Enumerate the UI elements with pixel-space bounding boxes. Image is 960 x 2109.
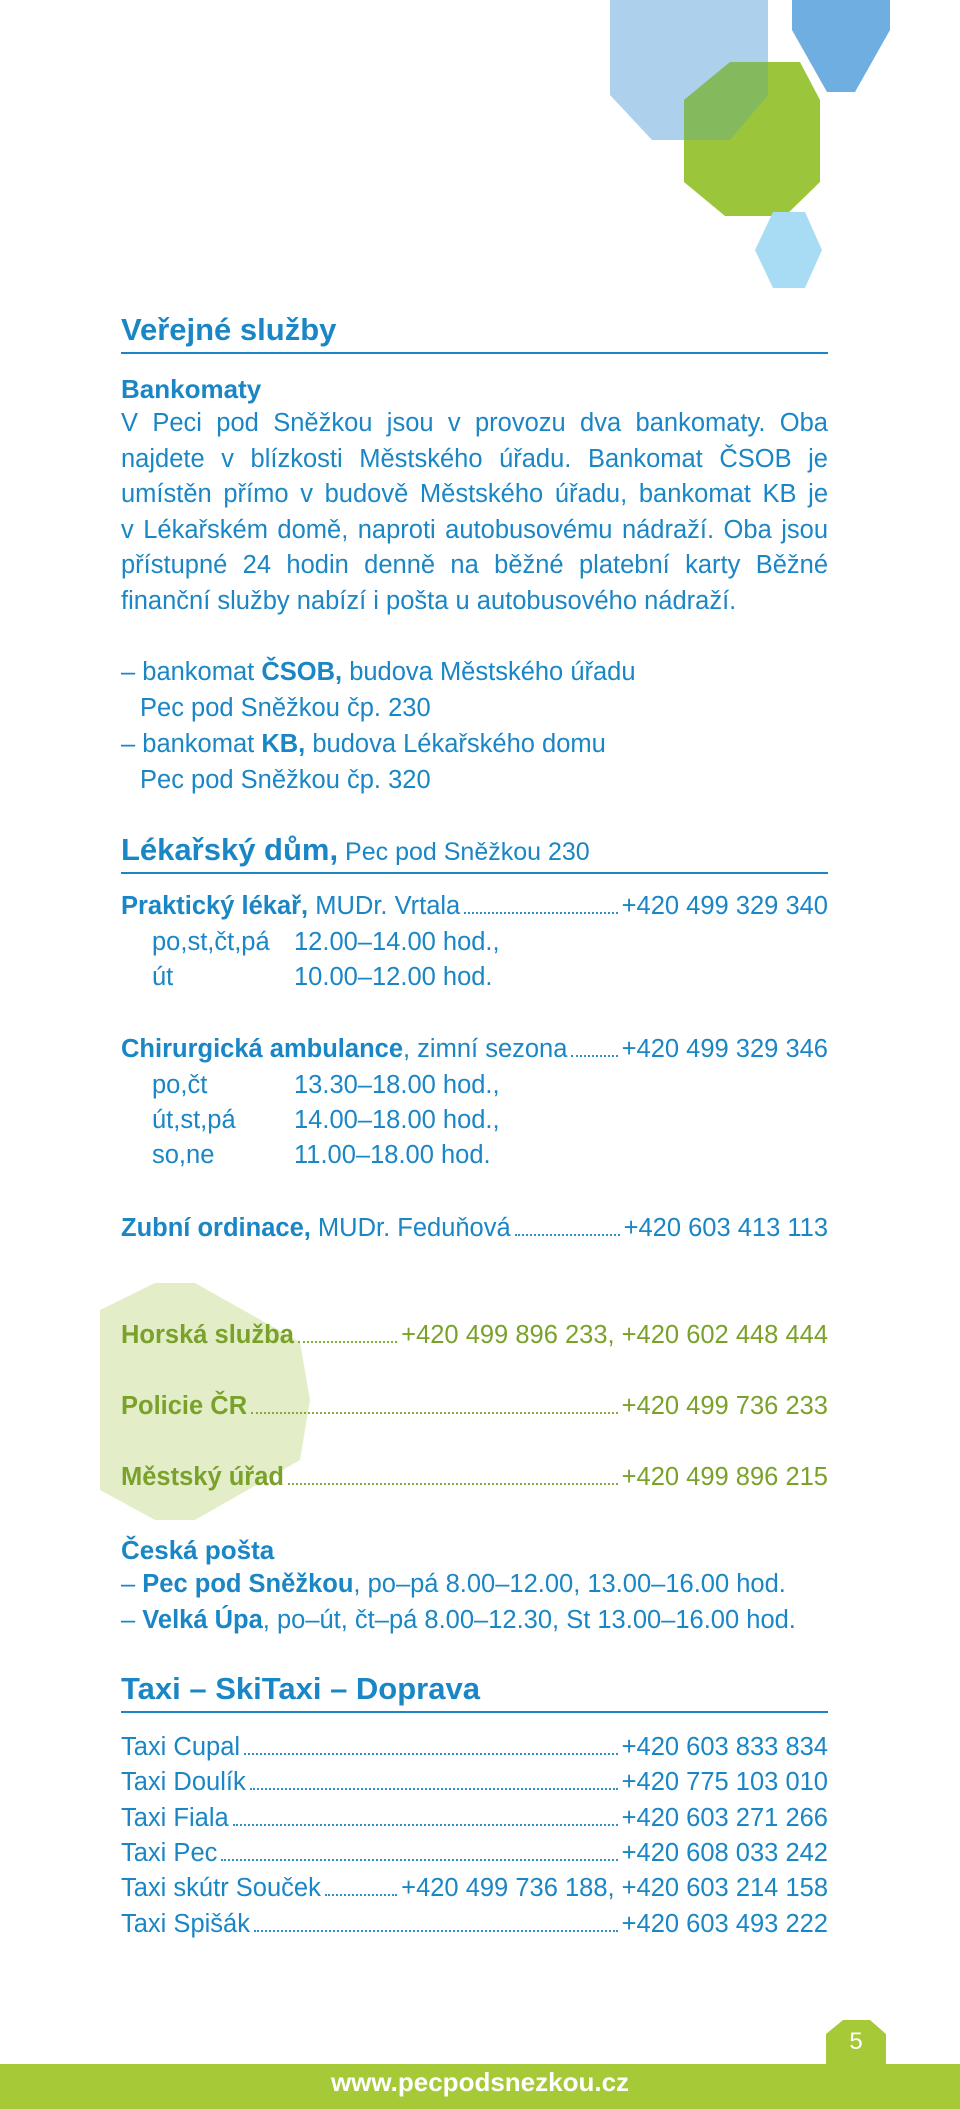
atm-item-kb: – bankomat KB, budova Lékařského domu — [121, 730, 606, 758]
phone-number: +420 499 329 340 — [621, 892, 828, 920]
post-heading: Česká pošta — [121, 1535, 275, 1565]
text-line: V Peci pod Sněžkou jsou v provozu dva bankomaty. Oba — [121, 409, 828, 437]
text-line: v Lékařském domě, naproti autobusovému nádraží. Oba jsou — [121, 515, 828, 544]
taxi-row: Taxi Fiala +420 603 271 266 — [121, 1804, 828, 1832]
hours-row: po,st,čt,pá 12.00–14.00 hod., — [152, 928, 500, 956]
dot-leader — [571, 1036, 617, 1057]
atm-item-csob: – bankomat ČSOB, budova Městského úřadu — [121, 658, 636, 686]
taxi-row: Taxi Doulík +420 775 103 010 — [121, 1768, 828, 1796]
contact-row-surgery: Chirurgická ambulance, zimní sezona +420 499 329 346 — [121, 1035, 828, 1063]
text-line: přístupné 24 hodin denně na běžné platební karty Běžné — [121, 551, 828, 579]
contact-row-gp: Praktický lékař, MUDr. Vrtala +420 499 329 340 — [121, 892, 828, 920]
website-link[interactable]: www.pecpodsnezkou.cz — [330, 2067, 630, 2097]
phone-number: +420 499 896 215 — [621, 1463, 828, 1491]
text-line: najdete v blízkosti Městského úřadu. Bankomat ČSOB je — [121, 444, 828, 473]
phone-number: +420 603 833 834 — [621, 1733, 828, 1761]
hexagon-small-cyan — [755, 212, 822, 288]
contact-row-town-office: Městský úřad +420 499 896 215 — [121, 1463, 828, 1491]
taxi-row: Taxi Spišák +420 603 493 222 — [121, 1910, 828, 1938]
phone-number: +420 603 493 222 — [621, 1910, 828, 1938]
hours-row: po,čt 13.30–18.00 hod., — [152, 1071, 500, 1099]
post-item-pec: – Pec pod Sněžkou, po–pá 8.00–12.00, 13.00–16.00 hod. — [121, 1570, 786, 1598]
atm-description — [121, 406, 828, 619]
hours-row: út,st,pá 14.00–18.00 hod., — [152, 1106, 500, 1134]
page-number: 5 — [849, 2028, 863, 2055]
dot-leader — [250, 1769, 618, 1790]
text-line: finanční služby nabízí i pošta u autobusového nádraží. — [121, 586, 737, 615]
dot-leader — [464, 893, 617, 914]
taxi-row: Taxi Cupal +420 603 833 834 — [121, 1733, 828, 1761]
dot-leader — [233, 1805, 618, 1826]
text-line: umístěn přímo v budově Městského úřadu, bankomat KB je — [121, 480, 828, 508]
dot-leader — [251, 1393, 618, 1414]
dot-leader — [244, 1734, 618, 1755]
section-title-taxi: Taxi – SkiTaxi – Doprava — [121, 1671, 828, 1713]
phone-number: +420 499 896 233, +420 602 448 444 — [401, 1321, 828, 1349]
phone-number: +420 603 271 266 — [621, 1804, 828, 1832]
dot-leader — [221, 1840, 617, 1861]
hours-row: út 10.00–12.00 hod. — [152, 963, 493, 991]
atm-heading: Bankomaty — [121, 374, 262, 404]
phone-number: +420 499 736 233 — [621, 1392, 828, 1420]
section-title-public-services: Veřejné služby — [121, 312, 828, 354]
contact-row-mountain-rescue: Horská služba +420 499 896 233, +420 602 448 444 — [121, 1321, 828, 1349]
contact-row-police: Policie ČR +420 499 736 233 — [121, 1392, 828, 1420]
phone-number: +420 499 329 346 — [621, 1035, 828, 1063]
atm-item-csob-address: Pec pod Sněžkou čp. 230 — [140, 694, 431, 722]
phone-number: +420 499 736 188, +420 603 214 158 — [401, 1874, 828, 1902]
phone-number: +420 775 103 010 — [621, 1768, 828, 1796]
dot-leader — [288, 1464, 618, 1485]
hours-row: so,ne 11.00–18.00 hod. — [152, 1141, 491, 1169]
taxi-row: Taxi Pec +420 608 033 242 — [121, 1839, 828, 1867]
section-title-medical: Lékařský dům, Pec pod Sněžkou 230 — [121, 832, 828, 874]
taxi-row: Taxi skútr Souček +420 499 736 188, +420 603 214 158 — [121, 1874, 828, 1902]
contact-row-dental: Zubní ordinace, MUDr. Feduňová +420 603 413 113 — [121, 1214, 828, 1242]
phone-number: +420 603 413 113 — [623, 1214, 828, 1242]
atm-item-kb-address: Pec pod Sněžkou čp. 320 — [140, 766, 431, 794]
phone-number: +420 608 033 242 — [621, 1839, 828, 1867]
dot-leader — [254, 1911, 618, 1932]
post-item-velka-upa: – Velká Úpa, po–út, čt–pá 8.00–12.30, St 13.00–16.00 hod. — [121, 1606, 796, 1634]
dot-leader — [325, 1875, 397, 1896]
dot-leader — [515, 1215, 620, 1236]
dot-leader — [298, 1322, 397, 1343]
